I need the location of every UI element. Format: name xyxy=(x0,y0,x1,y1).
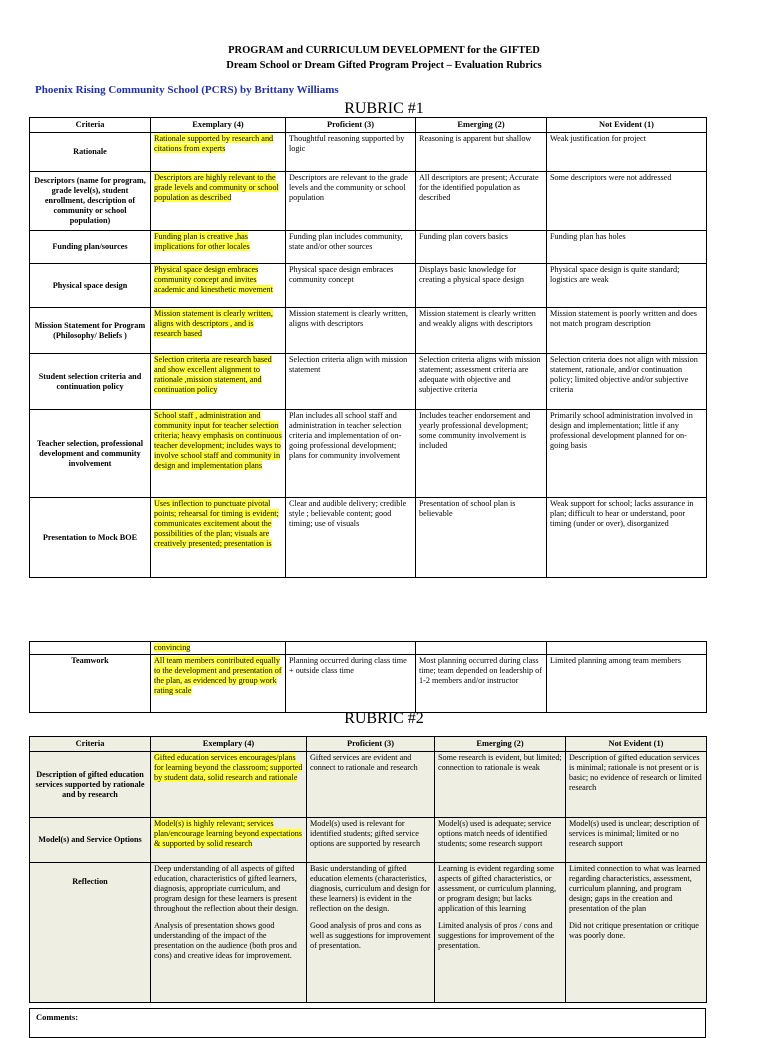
proficient-cell xyxy=(307,863,435,1003)
comments-box xyxy=(29,1008,706,1038)
table-row xyxy=(30,133,707,172)
col-criteria: Criteria xyxy=(30,118,151,133)
proficient-cell: Model(s) used is relevant for identified students; gifted service options are supported by research xyxy=(307,818,435,863)
rubric1-continuation-table xyxy=(29,641,707,713)
table-row xyxy=(30,752,707,818)
document-title-line2: Dream School or Dream Gifted Program Project – Evaluation Rubrics xyxy=(226,60,542,71)
table-row xyxy=(30,172,707,231)
exemplary-cell xyxy=(151,642,286,655)
rubric2-table xyxy=(29,736,707,1003)
not-evident-cell xyxy=(566,863,707,1003)
exemplary-cell xyxy=(151,231,286,264)
reflection-emerging-para2: Limited analysis of pros / cons and suggestions for improvement of the presentation. xyxy=(438,921,555,950)
highlighted-text: Mission statement is clearly written, aligns with descriptors , and is research based xyxy=(154,309,273,338)
table-row xyxy=(30,410,707,498)
col-proficient: Proficient (3) xyxy=(286,118,416,133)
highlighted-text: Model(s) is highly relevant; services plan/encourage learning beyond expectations & supported by solid research xyxy=(154,819,302,848)
criteria-cell: Teamwork xyxy=(30,655,151,713)
rubric1-table xyxy=(29,117,707,578)
highlighted-text: convincing xyxy=(154,643,191,652)
exemplary-cell xyxy=(151,752,307,818)
proficient-cell xyxy=(286,642,416,655)
emerging-cell: Model(s) used is adequate; service options match needs of identified students; some research support xyxy=(435,818,566,863)
not-evident-cell: Description of gifted education services is minimal; rationale is not present or is basic; no evidence of research or limited research xyxy=(566,752,707,818)
emerging-cell xyxy=(435,863,566,1003)
criteria-cell: Student selection criteria and continuation policy xyxy=(30,354,151,410)
exemplary-cell xyxy=(151,818,307,863)
emerging-cell: Some research is evident, but limited; connection to rationale is weak xyxy=(435,752,566,818)
highlighted-text: Gifted education services encourages/plans for learning beyond the classroom; supported by student data, solid research and rationale xyxy=(154,753,303,782)
proficient-cell: Clear and audible delivery; credible style ; believable content; good timing; use of visuals xyxy=(286,498,416,578)
exemplary-cell xyxy=(151,172,286,231)
emerging-cell xyxy=(416,642,547,655)
table-row xyxy=(30,264,707,308)
reflection-not-evident-para2: Did not critique presentation or critique was poorly done. xyxy=(569,921,699,940)
criteria-cell: Descriptors (name for program, grade level(s), student enrollment, description of community or school population) xyxy=(30,172,151,231)
reflection-emerging-para1: Learning is evident regarding some aspects of gifted characteristics, or assessment, or curriculum planning, or program design; but lacks application of this learning xyxy=(438,864,557,913)
highlighted-text: Selection criteria are research based and show excellent alignment to rationale ,mission statement, and continuation policy xyxy=(154,355,272,394)
criteria-cell: Teacher selection, professional development and community involvement xyxy=(30,410,151,498)
not-evident-cell: Model(s) used is unclear; description of services is minimal; limited or no research support xyxy=(566,818,707,863)
col-exemplary: Exemplary (4) xyxy=(151,737,307,752)
highlighted-text: Rationale supported by research and citations from experts xyxy=(154,134,274,153)
col-not-evident: Not Evident (1) xyxy=(566,737,707,752)
criteria-cell: Mission Statement for Program (Philosophy/ Beliefs ) xyxy=(30,308,151,354)
table-row xyxy=(30,863,707,1003)
school-author-line: Phoenix Rising Community School (PCRS) by Brittany Williams xyxy=(35,84,339,96)
exemplary-cell xyxy=(151,133,286,172)
proficient-cell: Mission statement is clearly written, aligns with descriptors xyxy=(286,308,416,354)
table-row xyxy=(30,308,707,354)
reflection-proficient-para1: Basic understanding of gifted education elements (characteristics, diagnosis, curriculum and design for these learners) is evident in the reflection on the design. xyxy=(310,864,430,913)
exemplary-cell xyxy=(151,308,286,354)
document-title-line1: PROGRAM and CURRICULUM DEVELOPMENT for the GIFTED xyxy=(228,45,540,56)
col-criteria: Criteria xyxy=(30,737,151,752)
criteria-cell: Presentation to Mock BOE xyxy=(30,498,151,578)
reflection-exemplary-para1: Deep understanding of all aspects of gifted education, characteristics of gifted learners, diagnosis, appropriate curriculum, and program design for these learners is present throughout the reflection about their design. xyxy=(154,864,299,913)
not-evident-cell: Physical space design is quite standard; logistics are weak xyxy=(547,264,707,308)
proficient-cell: Physical space design embraces community concept xyxy=(286,264,416,308)
criteria-cell: Physical space design xyxy=(30,264,151,308)
emerging-cell: Most planning occurred during class time; team depended on leadership of 1-2 members and/or instructor xyxy=(416,655,547,713)
reflection-proficient-para2: Good analysis of pros and cons as well as suggestions for improvement of presentation. xyxy=(310,921,431,950)
rubric1-title: RUBRIC #1 xyxy=(344,100,424,117)
emerging-cell: Funding plan covers basics xyxy=(416,231,547,264)
table-row xyxy=(30,498,707,578)
criteria-cell xyxy=(30,642,151,655)
emerging-cell: Displays basic knowledge for creating a physical space design xyxy=(416,264,547,308)
proficient-cell: Planning occurred during class time + outside class time xyxy=(286,655,416,713)
highlighted-text: Uses inflection to punctuate pivotal points; rehearsal for timing is evident; communicates excitement about the possibilities of the plan; visuals are creatively presented; presentation is xyxy=(154,499,279,548)
not-evident-cell: Weak justification for project xyxy=(547,133,707,172)
criteria-cell: Model(s) and Service Options xyxy=(30,818,151,863)
not-evident-cell: Limited planning among team members xyxy=(547,655,707,713)
not-evident-cell: Some descriptors were not addressed xyxy=(547,172,707,231)
col-emerging: Emerging (2) xyxy=(435,737,566,752)
col-exemplary: Exemplary (4) xyxy=(151,118,286,133)
not-evident-cell: Primarily school administration involved in design and implementation; little if any professional development planned for on-going basis xyxy=(547,410,707,498)
highlighted-text: Physical space design embraces community concept and invites academic and kinesthetic movement xyxy=(154,265,273,294)
criteria-cell: Funding plan/sources xyxy=(30,231,151,264)
highlighted-text: School staff , administration and community input for teacher selection criteria; heavy emphasis on continuous teacher development; includes ways to involve school staff and community in design and implementation plans xyxy=(154,411,282,470)
reflection-exemplary-para2: Analysis of presentation shows good understanding of the impact of the presentation on the audience (both pros and cons) and creative ideas for improvement. xyxy=(154,921,297,960)
not-evident-cell: Mission statement is poorly written and does not match program description xyxy=(547,308,707,354)
table-row xyxy=(30,231,707,264)
proficient-cell: Thoughtful reasoning supported by logic xyxy=(286,133,416,172)
rubric2-title: RUBRIC #2 xyxy=(344,710,424,727)
highlighted-text: All team members contributed equally to the development and presentation of the plan, as evidenced by group work rating scale xyxy=(154,656,282,695)
exemplary-cell xyxy=(151,863,307,1003)
emerging-cell: Presentation of school plan is believable xyxy=(416,498,547,578)
comments-label: Comments: xyxy=(36,1012,79,1022)
emerging-cell: Selection criteria aligns with mission statement; assessment criteria are adequate with objective and subjective criteria xyxy=(416,354,547,410)
table-row xyxy=(30,642,707,655)
table-row xyxy=(30,818,707,863)
col-not-evident: Not Evident (1) xyxy=(547,118,707,133)
exemplary-cell xyxy=(151,498,286,578)
table-row xyxy=(30,354,707,410)
proficient-cell: Funding plan includes community, state and/or other sources xyxy=(286,231,416,264)
highlighted-text: Funding plan is creative ,has implications for other locales xyxy=(154,232,250,251)
criteria-cell: Reflection xyxy=(30,863,151,1003)
exemplary-cell xyxy=(151,410,286,498)
emerging-cell: All descriptors are present; Accurate for the identified population as described xyxy=(416,172,547,231)
table-row xyxy=(30,655,707,713)
criteria-cell: Rationale xyxy=(30,133,151,172)
proficient-cell: Descriptors are relevant to the grade levels and the community or school population xyxy=(286,172,416,231)
rubric1-header-row xyxy=(30,118,707,133)
exemplary-cell xyxy=(151,354,286,410)
not-evident-cell: Weak support for school; lacks assurance in plan; difficult to hear or understand, poor timing (under or over), disorganized xyxy=(547,498,707,578)
not-evident-cell xyxy=(547,642,707,655)
col-proficient: Proficient (3) xyxy=(307,737,435,752)
criteria-cell: Description of gifted education services supported by rationale and by research xyxy=(30,752,151,818)
emerging-cell: Reasoning is apparent but shallow xyxy=(416,133,547,172)
proficient-cell: Selection criteria align with mission statement xyxy=(286,354,416,410)
emerging-cell: Includes teacher endorsement and yearly professional development; some community involvement is included xyxy=(416,410,547,498)
emerging-cell: Mission statement is clearly written and weakly aligns with descriptors xyxy=(416,308,547,354)
highlighted-text: Descriptors are highly relevant to the grade levels and community or school population as described xyxy=(154,173,279,202)
rubric2-header-row xyxy=(30,737,707,752)
not-evident-cell: Selection criteria does not align with mission statement, rationale, and/or continuation policy; limited objective and/or subjective criteria xyxy=(547,354,707,410)
exemplary-cell xyxy=(151,264,286,308)
col-emerging: Emerging (2) xyxy=(416,118,547,133)
proficient-cell: Plan includes all school staff and administration in teacher selection criteria and implementation of on-going professional development; plans for community involvement xyxy=(286,410,416,498)
reflection-not-evident-para1: Limited connection to what was learned regarding characteristics, assessment, curriculum planning, and program design; gaps in the creation and presentation of the plan xyxy=(569,864,701,913)
proficient-cell: Gifted services are evident and connect to rationale and research xyxy=(307,752,435,818)
not-evident-cell: Funding plan has holes xyxy=(547,231,707,264)
exemplary-cell xyxy=(151,655,286,713)
